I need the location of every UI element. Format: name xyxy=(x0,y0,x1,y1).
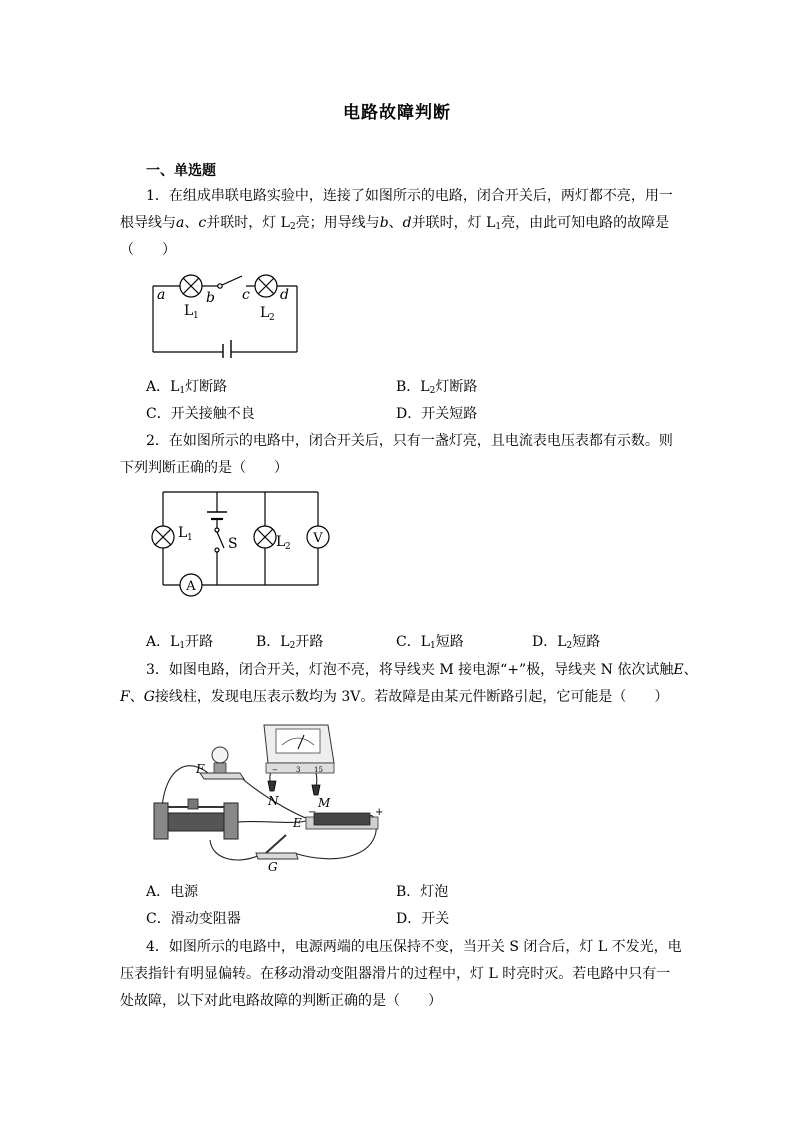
q3-label-N: N xyxy=(268,794,279,808)
q1-option-d[interactable]: D．开关短路 xyxy=(396,406,478,422)
q1-option-b[interactable]: B．$L_2$灯断路 xyxy=(396,379,478,396)
svg-text:−: − xyxy=(272,766,278,774)
q4-line1: 4．如图所示的电路中，电源两端的电压保持不变，当开关 S 闭合后，灯 L 不发光，电 xyxy=(146,939,682,955)
slide-rheostat-icon xyxy=(154,799,238,839)
q3-apparatus-illustration xyxy=(148,715,388,877)
q1-line2: 根导线与a、c并联时，灯 $L_2$亮；用导线与b、d并联时，灯 $L_1$亮，由此可知电路的故障是 xyxy=(120,215,670,232)
q1-label-a: a xyxy=(157,287,166,303)
svg-text:15: 15 xyxy=(314,766,323,774)
q1-circuit-diagram xyxy=(150,268,300,358)
q2-option-a[interactable]: A．$L_1$开路 xyxy=(146,634,214,651)
q3-label-F: F xyxy=(196,762,205,776)
q1-label-b: b xyxy=(206,290,215,306)
q3-label-E: E xyxy=(293,816,302,830)
battery-icon xyxy=(306,813,378,829)
q3-label-M: M xyxy=(318,796,331,810)
q3-option-c[interactable]: C．滑动变阻器 xyxy=(146,911,241,927)
q2-option-d[interactable]: D．$L_2$短路 xyxy=(532,634,601,651)
q2-option-c[interactable]: C．$L_1$短路 xyxy=(396,634,464,651)
q2-ammeter-label: A xyxy=(186,579,196,594)
q3-label-G: G xyxy=(268,860,278,874)
svg-text:−: − xyxy=(308,807,317,818)
lamp-with-base xyxy=(200,747,244,779)
q1-label-L1: L xyxy=(184,303,194,319)
q2-line1: 2．在如图所示的电路中，闭合开关后，只有一盏灯亮，且电流表电压表都有示数。则 xyxy=(146,433,673,449)
q1-option-a[interactable]: A．$L_1$灯断路 xyxy=(146,379,228,396)
q1-option-c[interactable]: C．开关接触不良 xyxy=(146,406,255,422)
section-heading: 一、单选题 xyxy=(146,163,216,179)
q4-line2: 压表指针有明显偏转。在移动滑动变阻器滑片的过程中，灯 L 时亮时灭。若电路中只有一 xyxy=(120,966,671,982)
q3-line1: 3．如图电路，闭合开关，灯泡不亮，将导线夹 M 接电源“+”极，导线夹 N 依次试触E、 xyxy=(146,662,698,678)
q2-voltmeter-label: V xyxy=(313,531,323,546)
q1-label-L2: L xyxy=(260,305,270,321)
q3-line2: F、G接线柱，发现电压表示数均为 3V。若故障是由某元件断路引起，它可能是（ ） xyxy=(120,689,669,705)
q3-option-d[interactable]: D．开关 xyxy=(396,911,450,927)
page-title: 电路故障判断 xyxy=(343,103,451,123)
q1-line3: （ ） xyxy=(120,242,176,258)
q1-line1: 1．在组成串联电路实验中，连接了如图所示的电路，闭合开关后，两灯都不亮，用一 xyxy=(146,188,673,204)
svg-text:3: 3 xyxy=(296,766,301,774)
q1-label-d: d xyxy=(280,287,289,303)
knife-switch-icon xyxy=(256,835,298,859)
q2-label-L2: L xyxy=(276,534,286,550)
q4-line3: 处故障，以下对此电路故障的判断正确的是（ ） xyxy=(120,993,442,1009)
q2-label-L1: L xyxy=(178,525,188,541)
svg-text:1: 1 xyxy=(187,533,193,543)
q2-line2: 下列判断正确的是（ ） xyxy=(120,460,288,476)
q2-circuit-diagram xyxy=(148,488,333,600)
svg-text:2: 2 xyxy=(269,313,275,323)
q2-option-b[interactable]: B．$L_2$开路 xyxy=(256,634,324,651)
q2-label-S: S xyxy=(228,536,238,552)
q3-option-b[interactable]: B．灯泡 xyxy=(396,884,449,900)
svg-text:1: 1 xyxy=(193,311,199,321)
q1-label-c: c xyxy=(242,287,250,303)
svg-text:+: + xyxy=(375,807,384,818)
q3-option-a[interactable]: A．电源 xyxy=(146,884,199,900)
svg-text:2: 2 xyxy=(285,542,291,552)
